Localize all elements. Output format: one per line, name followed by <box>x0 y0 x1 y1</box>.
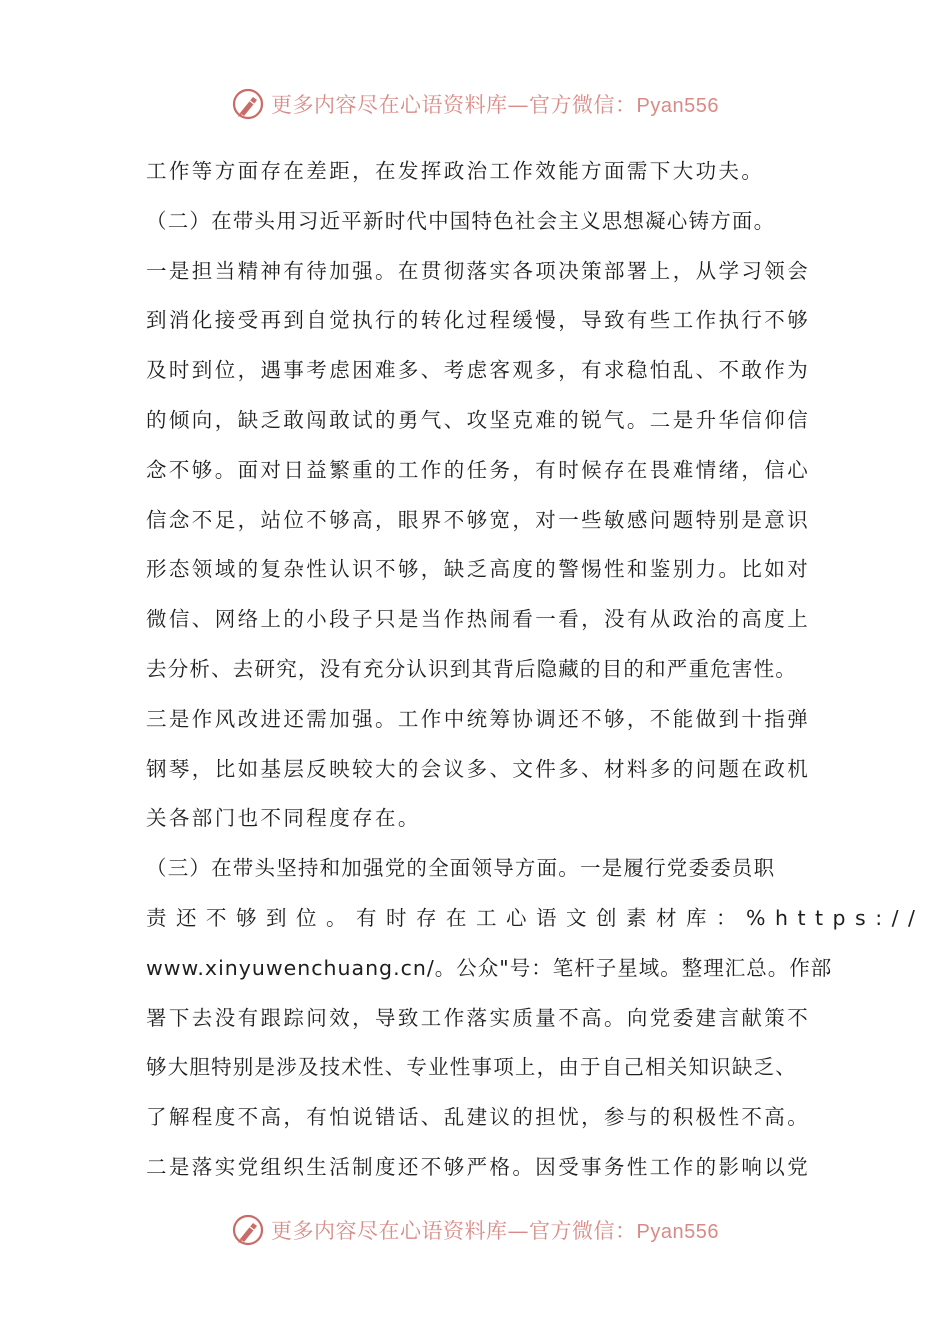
pen-nib-logo-icon <box>231 87 265 121</box>
footer-banner <box>0 1208 950 1252</box>
body-line: 了解程度不高，有怕说错话、乱建议的担忧，参与的积极性不高。 <box>146 1105 811 1130</box>
body-line: 到消化接受再到自觉执行的转化过程缓慢，导致有些工作执行不够 <box>146 308 811 333</box>
body-line: 的倾向，缺乏敢闯敢试的勇气、攻坚克难的锐气。二是升华信仰信 <box>146 407 811 432</box>
body-line: 关各部门也不同程度存在。 <box>146 806 421 831</box>
body-line: 及时到位，遇事考虑困难多、考虑客观多，有求稳怕乱、不敢作为 <box>146 358 811 383</box>
body-line: 署下去没有跟踪问效，导致工作落实质量不高。向党委建言献策不 <box>146 1005 811 1030</box>
header-banner-text <box>271 89 719 119</box>
footer-wechat-id: Pyan556 <box>636 1221 719 1243</box>
header-banner-label: 更多内容尽在心语资料库—官方微信： <box>271 93 637 117</box>
body-line: 二是落实党组织生活制度还不够严格。因受事务性工作的影响以党 <box>146 1154 811 1179</box>
body-line: 念不够。面对日益繁重的工作的任务，有时候存在畏难情绪，信心 <box>146 457 811 482</box>
body-line: 一是担当精神有待加强。在贯彻落实各项决策部署上，从学习领会 <box>146 258 811 283</box>
body-line: （二）在带头用习近平新时代中国特色社会主义思想凝心铸方面。 <box>146 208 776 233</box>
body-line: 形态领域的复杂性认识不够，缺乏高度的警惕性和鉴别力。比如对 <box>146 557 811 582</box>
body-line: 工作等方面存在差距，在发挥政治工作效能方面需下大功夫。 <box>146 159 765 183</box>
body-line: 信念不足，站位不够高，眼界不够宽，对一些敏感问题特别是意识 <box>146 507 811 532</box>
body-line: 三是作风改进还需加强。工作中统筹协调还不够，不能做到十指弹 <box>146 706 811 731</box>
body-line: 去分析、去研究，没有充分认识到其背后隐藏的目的和严重危害性。 <box>146 656 797 681</box>
footer-banner-label: 更多内容尽在心语资料库—官方微信： <box>271 1219 637 1243</box>
body-line: 够大胆特别是涉及技术性、专业性事项上，由于自己相关知识缺乏、 <box>146 1055 797 1080</box>
body-line: （三）在带头坚持和加强党的全面领导方面。一是履行党委委员职 <box>146 856 776 881</box>
body-line: 微信、网络上的小段子只是当作热闹看一看，没有从政治的高度上 <box>146 607 811 632</box>
body-line: www.xinyuwenchuang.cn/。公众"号：笔杆子星域。整理汇总。作部 <box>146 955 833 980</box>
header-wechat-id: Pyan556 <box>636 95 719 117</box>
pen-nib-logo-icon <box>231 1213 265 1247</box>
body-line: 钢琴，比如基层反映较大的会议多、文件多、材料多的问题在政机 <box>146 756 811 781</box>
document-body <box>146 147 925 1193</box>
header-banner <box>0 82 950 126</box>
footer-banner-text <box>271 1215 719 1245</box>
body-line: 责还不够到位。有时存在工心语文创素材库：%https:// <box>146 905 925 930</box>
